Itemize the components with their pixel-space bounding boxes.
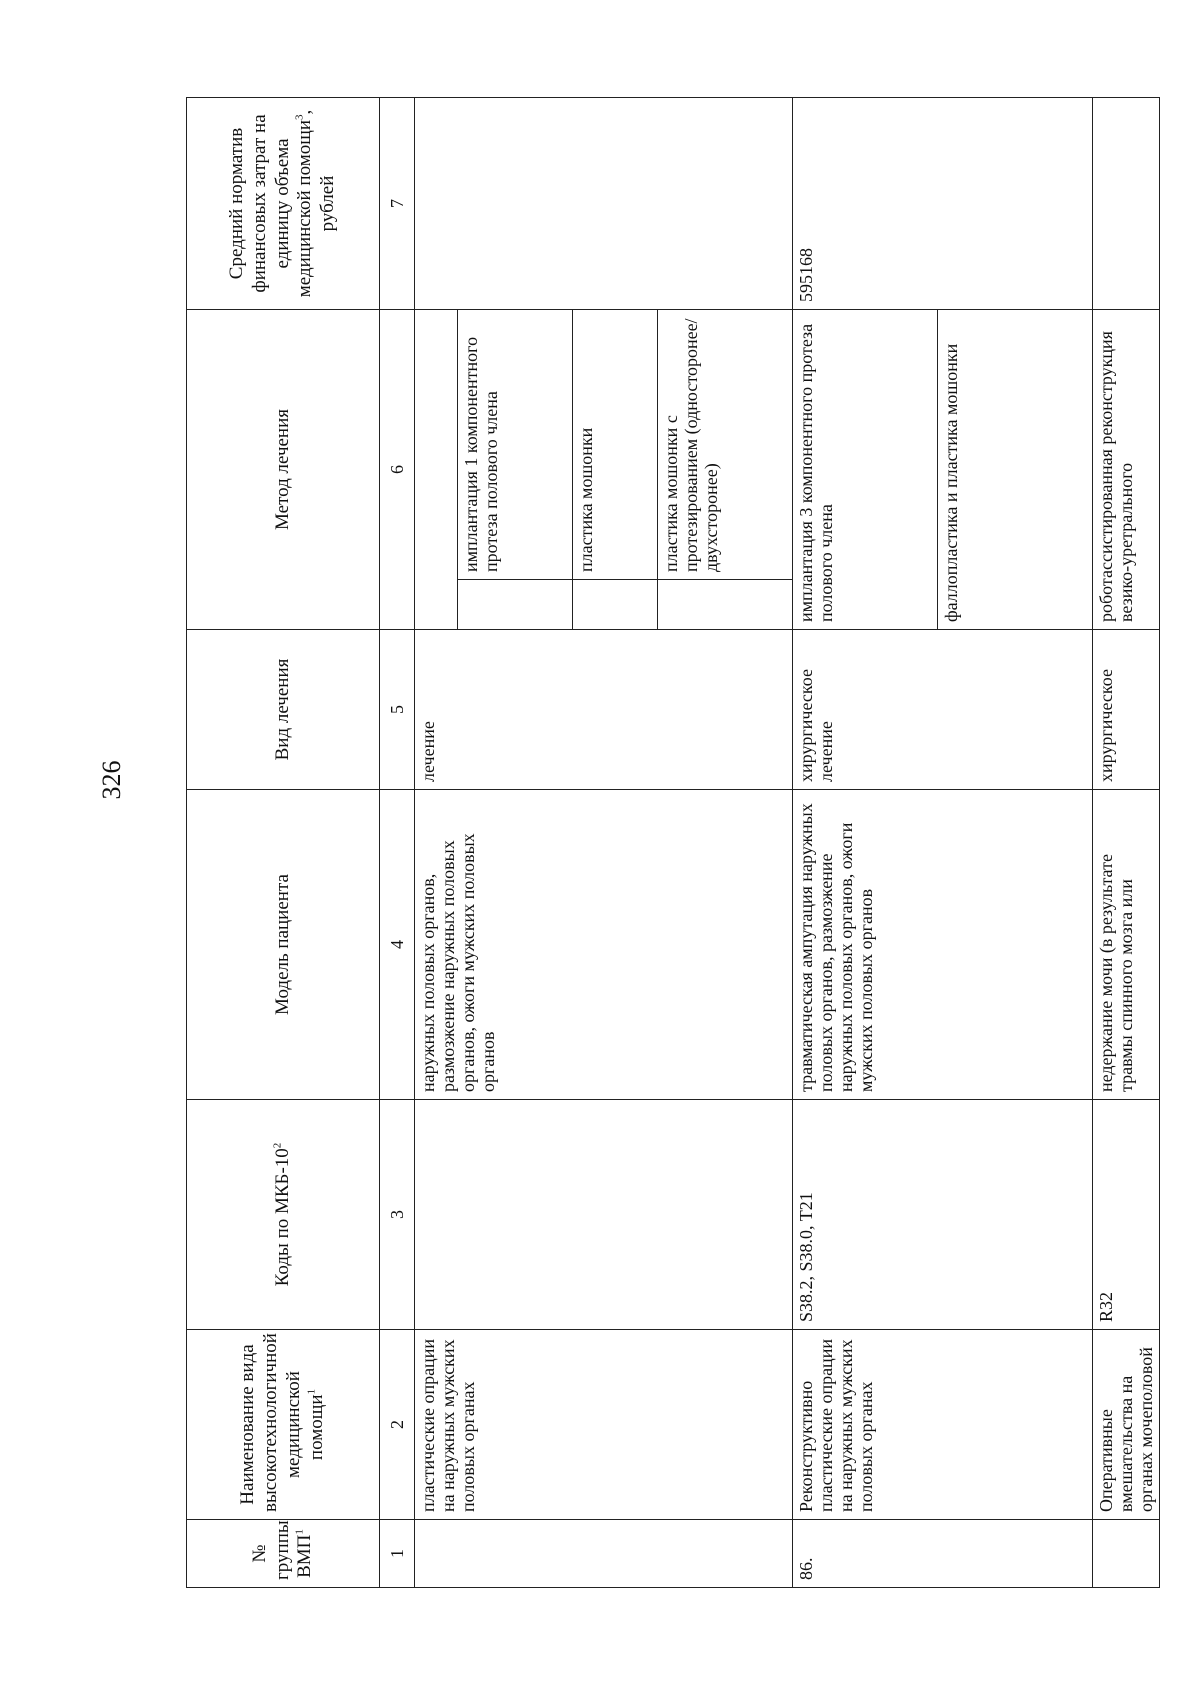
vmp-name-cell: Оперативные вмешательства на органах мочеполовой [1093, 1330, 1160, 1520]
icd-codes-cell [415, 1100, 793, 1330]
column-number: 4 [380, 790, 415, 1100]
treatment-method-cell: имплантация 3 компонентного протеза полового члена [793, 309, 938, 629]
vmp-table [186, 97, 1160, 1588]
vmp-name-cell: пластические опрации на наружных мужских половых органах [415, 1330, 793, 1520]
page-number: 326 [97, 760, 126, 800]
patient-model-cell: наружных половых органов, размозжение наружных половых органов, ожоги мужских половых органов [415, 790, 793, 1100]
icd-codes-cell: S38.2, S38.0, T21 [793, 1100, 1093, 1330]
treatment-method-cell: имплантация 1 компонентного протеза полового члена [458, 309, 573, 579]
cost-cell [1093, 97, 1160, 309]
column-number: 3 [380, 1100, 415, 1330]
treatment-type-cell: лечение [415, 630, 793, 790]
method-indent-cell [458, 580, 573, 630]
header-icd-codes: Коды по МКБ-$10^2$ [187, 1100, 380, 1330]
cost-cell: 595168 [793, 97, 1093, 309]
group-number-cell [415, 1520, 793, 1588]
treatment-method-cell: пластика мошонки с протезированием (односторонее/двухсторонее) [658, 309, 793, 579]
group-number-cell: 86. [793, 1520, 1093, 1588]
header-cost: Средний норматив финансовых затрат на единицу объема медицинской помощи$^3$, рублей [187, 97, 380, 309]
treatment-method-cell: пластика мошонки [573, 309, 658, 579]
rotated-table-wrapper [186, 98, 1199, 1588]
header-group-number: № группы ВМП$^1$ [187, 1520, 380, 1588]
column-number: 5 [380, 630, 415, 790]
table-row [793, 97, 938, 1587]
treatment-method-cell [415, 309, 458, 629]
column-number: 7 [380, 97, 415, 309]
method-indent-cell [573, 580, 658, 630]
column-number-row [380, 97, 415, 1587]
column-number: 2 [380, 1330, 415, 1520]
column-number: 1 [380, 1520, 415, 1588]
treatment-method-cell: фаллопластика и пластика мошонки [938, 309, 1093, 629]
header-vmp-name: Наименование вида высокотехнологичной медицинской помощи$^1$ [187, 1330, 380, 1520]
patient-model-cell: травматическая ампутация наружных половых органов, размозжение наружных половых органов, ожоги мужских половых органов [793, 790, 1093, 1100]
cost-cell [415, 97, 793, 309]
treatment-type-cell: хирургическое лечение [793, 630, 1093, 790]
treatment-type-cell: хирургическое [1093, 630, 1160, 790]
table-row [1093, 97, 1160, 1587]
vmp-name-cell: Реконструктивно пластические опрации на наружных мужских половых органах [793, 1330, 1093, 1520]
treatment-method-cell: роботассистированная реконструкция везико-уретрального [1093, 309, 1160, 629]
header-patient-model: Модель пациента [187, 790, 380, 1100]
header-treatment-method: Метод лечения [187, 309, 380, 629]
icd-codes-cell: R32 [1093, 1100, 1160, 1330]
header-row [187, 97, 380, 1587]
column-number: 6 [380, 309, 415, 629]
table-row [415, 97, 458, 1587]
header-treatment-type: Вид лечения [187, 630, 380, 790]
group-number-cell [1093, 1520, 1160, 1588]
method-indent-cell [658, 580, 793, 630]
patient-model-cell: недержание мочи (в результате травмы спинного мозга или [1093, 790, 1160, 1100]
